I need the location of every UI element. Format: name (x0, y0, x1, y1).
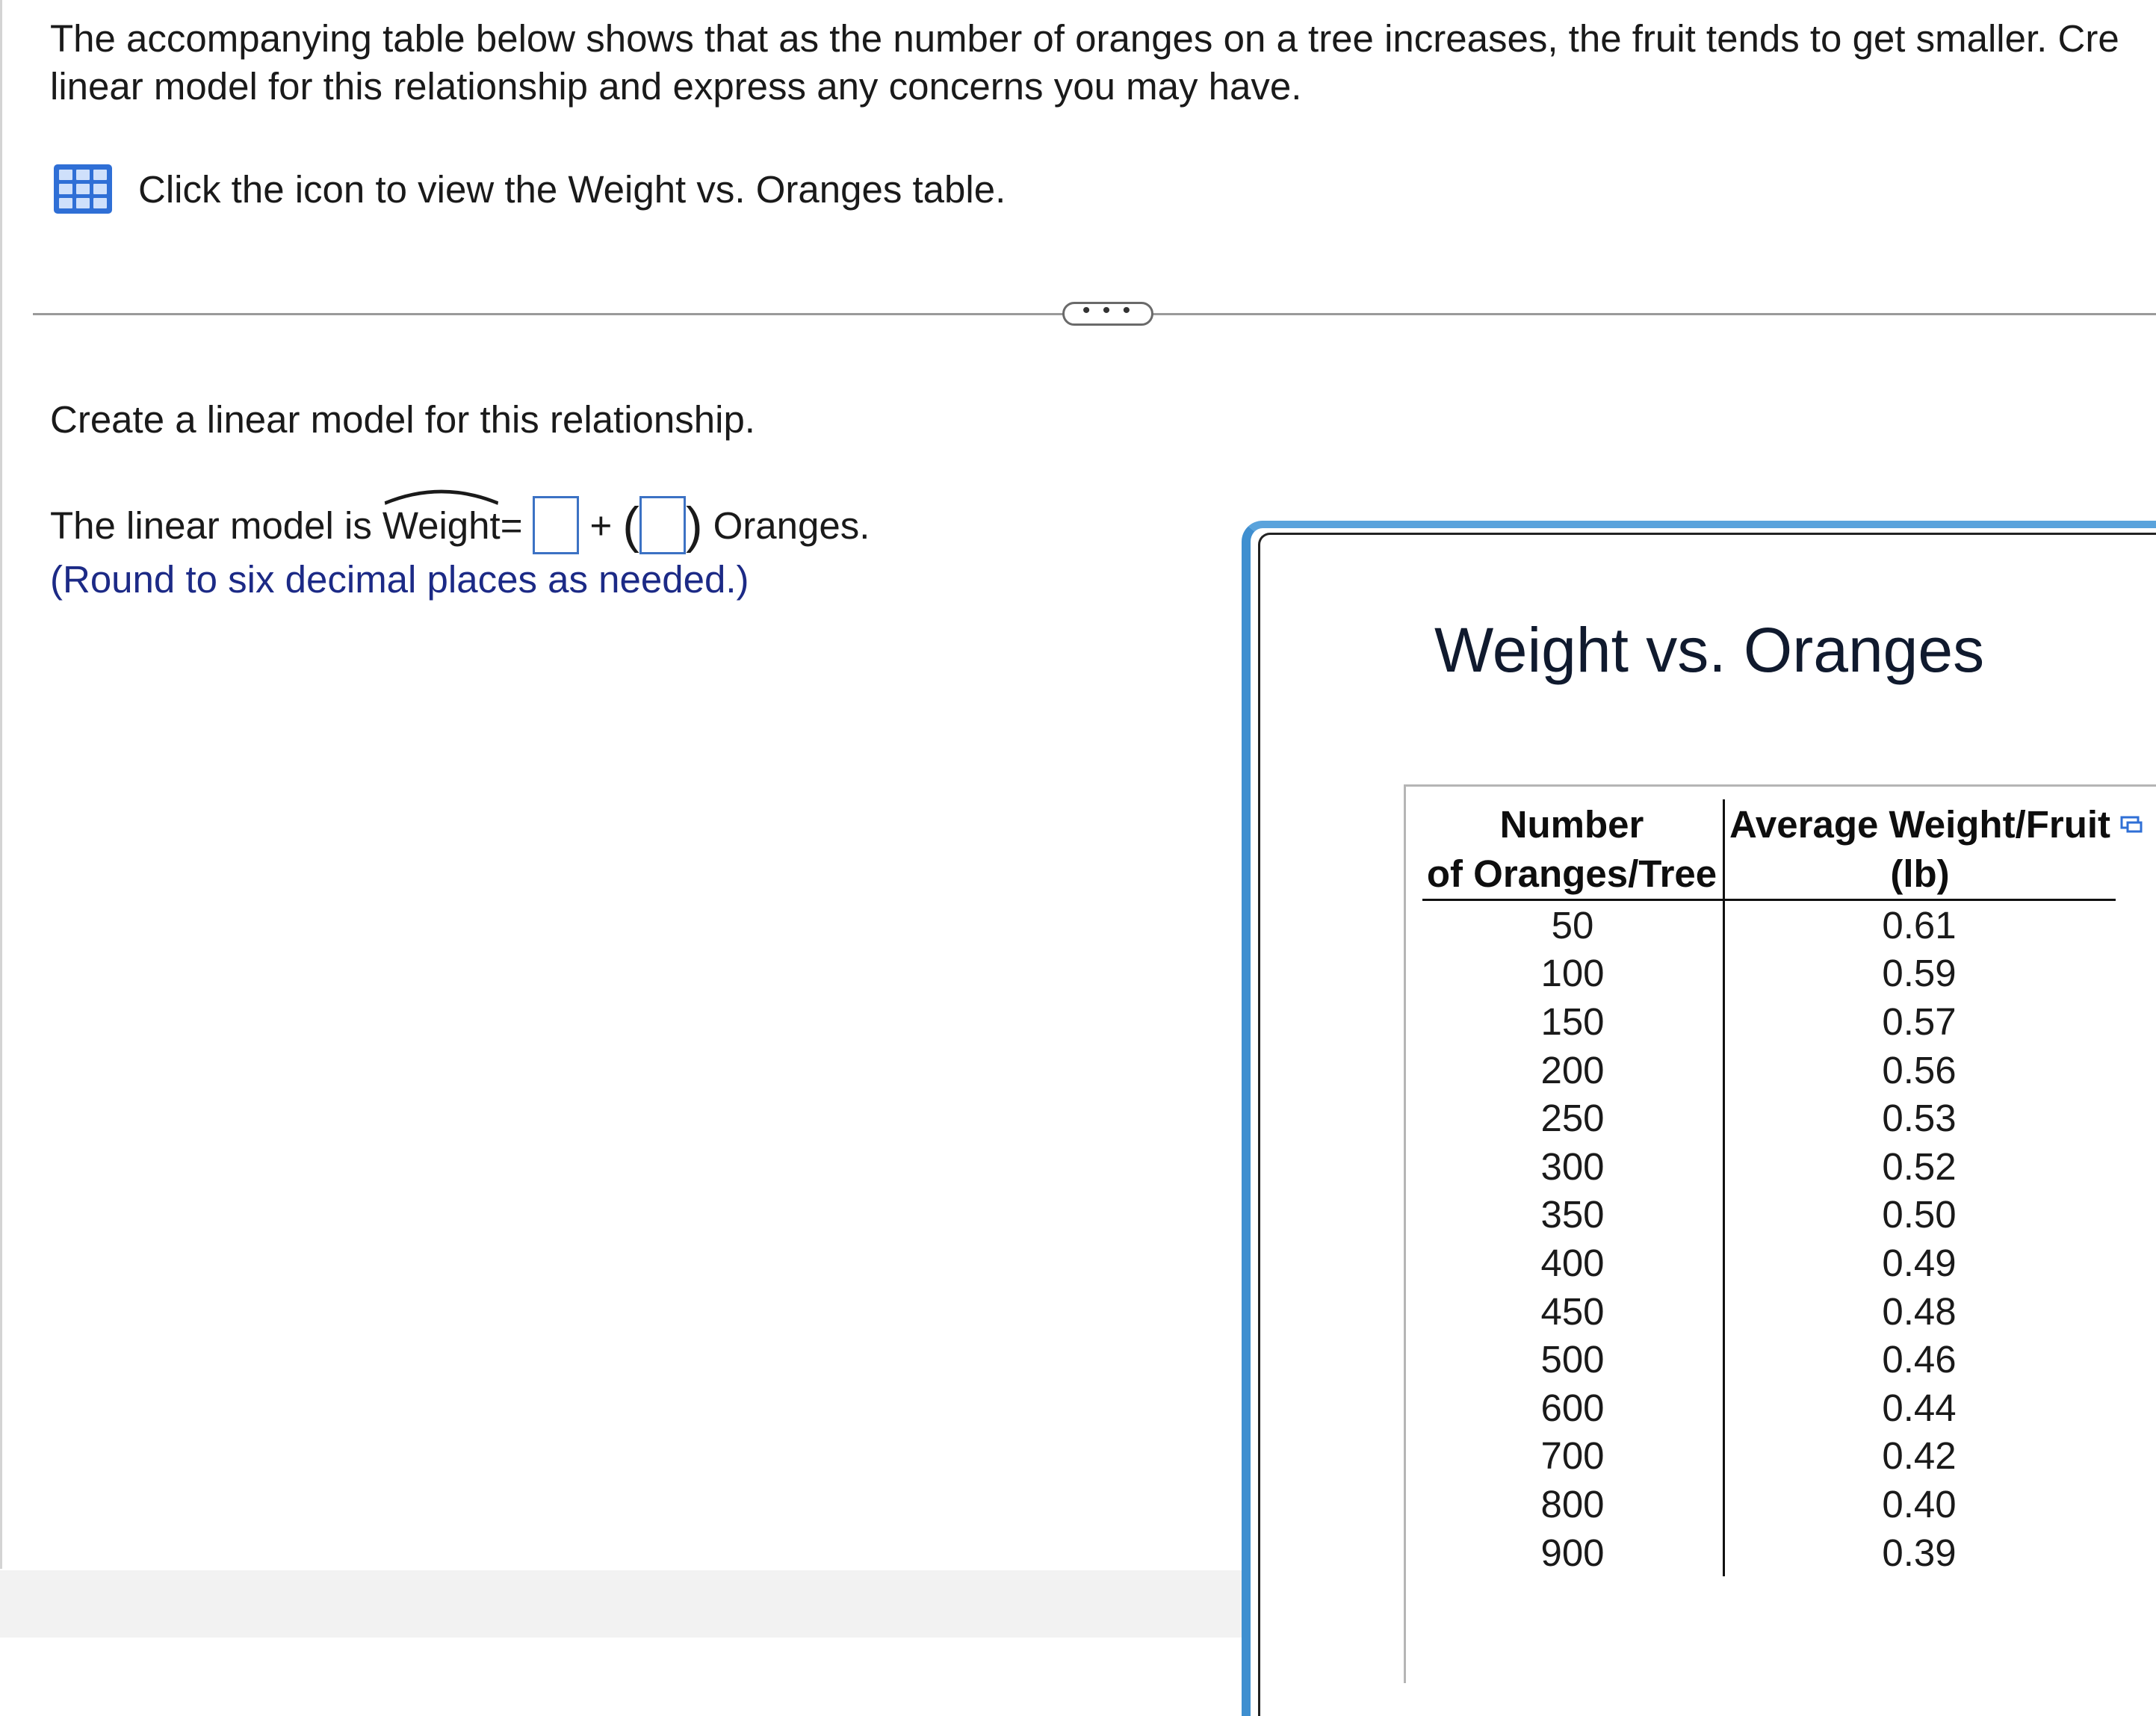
table-row (1422, 950, 2116, 998)
weight-cell: 0.57 (1882, 1000, 1957, 1043)
oranges-cell: 500 (1540, 1338, 1605, 1381)
col-header-weight-line1: Average Weight/Fruit (1729, 803, 2111, 846)
weight-cell: 0.61 (1882, 903, 1957, 947)
col-header-oranges-line2: of Oranges/Tree (1426, 852, 1717, 895)
oranges-cell: 300 (1540, 1144, 1605, 1188)
table-row (1422, 1480, 2116, 1528)
table-row (1422, 1432, 2116, 1481)
table-row (1422, 1046, 2116, 1094)
col-header-weight-line2: (lb) (1890, 852, 1950, 895)
oranges-cell: 200 (1540, 1048, 1605, 1091)
weight-cell: 0.50 (1882, 1193, 1957, 1236)
oranges-cell: 400 (1540, 1241, 1605, 1284)
table-row (1422, 901, 2116, 950)
table-row (1422, 1239, 2116, 1287)
weight-cell: 0.44 (1882, 1386, 1957, 1429)
weight-cell: 0.48 (1882, 1289, 1957, 1333)
equals-sign: = (500, 504, 523, 547)
open-paren: ( (622, 497, 639, 554)
oranges-cell: 450 (1540, 1289, 1605, 1333)
response-variable: Weight (382, 504, 501, 547)
intercept-input[interactable] (533, 496, 579, 554)
weight-cell: 0.39 (1882, 1531, 1957, 1574)
close-paren: ) (685, 497, 703, 554)
weight-cell: 0.40 (1882, 1482, 1957, 1525)
col-header-oranges (1422, 800, 1721, 899)
table-row (1422, 997, 2116, 1046)
data-rows (1422, 901, 2116, 1576)
hat-accent-icon (382, 487, 501, 505)
footer-band (0, 1570, 1242, 1638)
weight-cell: 0.52 (1882, 1144, 1957, 1188)
rounding-hint: (Round to six decimal places as needed.) (50, 558, 749, 601)
table-row (1422, 1335, 2116, 1384)
table-row (1422, 1191, 2116, 1239)
slope-input[interactable] (639, 496, 686, 554)
weight-hat (382, 504, 501, 548)
question-line-1: The accompanying table below shows that as the number of oranges on a tree increases, the fruit tends to get smaller. Cre (50, 17, 2119, 60)
weight-cell: 0.42 (1882, 1434, 1957, 1478)
oranges-cell: 600 (1540, 1386, 1605, 1429)
weight-cell: 0.53 (1882, 1097, 1957, 1140)
view-table-link[interactable] (54, 164, 1006, 214)
table-row (1422, 1384, 2116, 1432)
oranges-cell: 800 (1540, 1482, 1605, 1525)
linear-model-equation (50, 496, 870, 554)
weight-cell: 0.56 (1882, 1048, 1957, 1091)
oranges-cell: 150 (1540, 1000, 1605, 1043)
model-prefix: The linear model is (50, 504, 372, 547)
table-row (1422, 1094, 2116, 1142)
show-more-button[interactable]: • • • (1062, 302, 1153, 326)
plus-sign: + (589, 504, 613, 547)
predictor-variable: Oranges. (713, 504, 870, 547)
table-row (1422, 1142, 2116, 1191)
popup-title: Weight vs. Oranges (1434, 615, 1985, 685)
oranges-cell: 100 (1540, 952, 1605, 995)
view-table-label: Click the icon to view the Weight vs. Oranges table. (138, 167, 1006, 211)
weight-cell: 0.46 (1882, 1338, 1957, 1381)
oranges-cell: 350 (1540, 1193, 1605, 1236)
table-row (1422, 1287, 2116, 1336)
left-border (0, 0, 2, 1569)
weight-cell: 0.59 (1882, 952, 1957, 995)
oranges-cell: 900 (1540, 1531, 1605, 1574)
oranges-cell: 700 (1540, 1434, 1605, 1478)
part-prompt: Create a linear model for this relationship. (50, 398, 755, 441)
col-header-oranges-line1: Number (1499, 803, 1644, 846)
question-line-2: linear model for this relationship and express any concerns you may have. (50, 65, 1302, 108)
table-row (1422, 1528, 2116, 1577)
col-header-weight (1724, 800, 2116, 899)
table-grid-icon[interactable] (54, 164, 112, 214)
oranges-cell: 50 (1551, 903, 1594, 947)
oranges-cell: 250 (1540, 1097, 1605, 1140)
weight-cell: 0.49 (1882, 1241, 1957, 1284)
copy-data-icon[interactable] (2120, 816, 2143, 834)
question-text (50, 15, 2156, 111)
